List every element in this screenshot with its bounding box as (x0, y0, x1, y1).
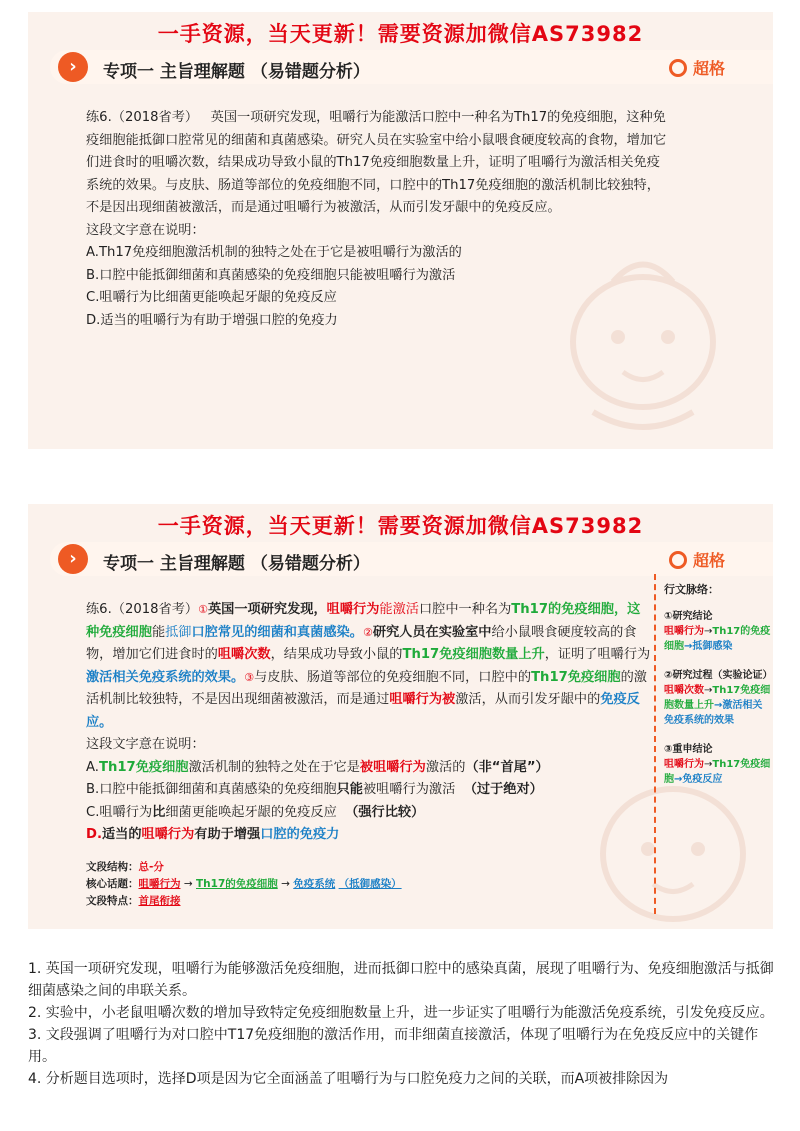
seg: ，结果成功导致小鼠的 (270, 647, 403, 662)
seg: →抵御感染 (684, 641, 733, 652)
logo-g-icon (669, 59, 687, 77)
seg: 这种免疫细胞 (86, 602, 641, 640)
option-a (86, 757, 651, 780)
seg: 有助于增强 (194, 827, 261, 842)
seg: Th17免疫细胞数量上升 (402, 647, 545, 662)
seg: 被咀嚼行为激活 (363, 782, 456, 797)
value: 咀嚼行为 (138, 878, 181, 890)
seg: Th17免疫细胞数量上升 (664, 685, 771, 711)
option-c: C.咀嚼行为比细菌更能唤起牙龈的免疫反应 (86, 290, 337, 305)
passage-summary (86, 859, 402, 910)
seg: 能 (151, 624, 166, 640)
seg: 口腔常见的细菌和真菌感染。 (191, 624, 363, 640)
banner-text: 一手资源，当天更新！需要资源加微信AS73982 (157, 514, 644, 538)
seg: C.咀嚼行为 (86, 804, 153, 820)
question-number: 练6.（2018省考） (86, 602, 199, 617)
label: 核心话题： (86, 878, 139, 890)
seg: 的激活机制比较独特，不是因出现细菌被激活，而是通过 (86, 669, 647, 707)
logo-text: 超格 (692, 551, 725, 570)
seg: 只能 (336, 782, 363, 797)
question-prompt: 这段文字意在说明： (86, 222, 205, 238)
seg: 咀嚼行为被 (389, 692, 456, 707)
header-title: 专项一 主旨理解题 （易错题分析） (103, 554, 370, 574)
arrow: → (704, 759, 713, 770)
logo (669, 56, 725, 79)
side-heading: ①研究结论 (664, 611, 713, 622)
arrow: → (704, 685, 713, 696)
seg: 研究人员在实验室中 (372, 624, 492, 640)
arrow: → (183, 878, 193, 890)
chevron-right-icon: › (58, 544, 88, 574)
seg: 咀嚼行为 (141, 827, 195, 842)
option-c-note: （强行比较） (345, 804, 425, 820)
mark-1: ① (198, 603, 208, 616)
seg: 比 (152, 804, 166, 820)
note-item: 2. 实验中，小老鼠咀嚼次数的增加导致特定免疫细胞数量上升，进一步证实了咀嚼行为能激活免疫系统，引发免疫反应。 (28, 1005, 774, 1021)
summary-structure (86, 859, 402, 876)
seg: 口腔的免疫力 (260, 827, 340, 842)
side-item-3 (664, 742, 772, 787)
summary-feature (86, 893, 402, 910)
seg: 与皮肤、肠道等部位的免疫细胞不同，口腔中的 (254, 669, 532, 685)
seg: 细菌更能唤起牙龈的免疫反应 (165, 804, 337, 820)
side-body (664, 757, 772, 787)
seg: →激活相关免疫系统的效果 (664, 700, 763, 726)
seg: D. (86, 827, 102, 842)
value: Th17的免疫细胞 (196, 878, 278, 890)
note-item: 3. 文段强调了咀嚼行为对口腔中T17免疫细胞的激活作用，而非细菌直接激活，体现了咀嚼行为在免疫反应中的关键作用。 (28, 1027, 759, 1065)
value: 免疫系统 (293, 878, 336, 890)
seg: 给小鼠喂食硬度较高的食物，增加它们进食时的 (86, 624, 637, 662)
annotated-text (86, 599, 651, 734)
passage-text (86, 107, 671, 220)
question-prompt: 这段文字意在说明： (86, 737, 205, 752)
value: 总-分 (138, 861, 164, 873)
seg: B.口腔中能抵御细菌和真菌感染的免疫细胞 (86, 782, 337, 797)
side-title: 行文脉络： (664, 583, 719, 596)
option-d (86, 824, 651, 847)
arrow: → (281, 878, 290, 890)
seg: 激活机制的独特之处在于它是 (188, 759, 360, 775)
seg: 咀嚼行为 (664, 759, 704, 770)
logo-text: 超格 (692, 59, 725, 78)
seg: Th17的免疫细胞 (664, 626, 771, 652)
value: （抵御感染） (338, 878, 402, 890)
chevron-right-icon: › (58, 52, 88, 82)
label: 文段结构： (86, 861, 139, 873)
option-a: A.Th17免疫细胞激活机制的独特之处在于它是被咀嚼行为激活的 (86, 245, 462, 260)
label: 文段特点： (86, 895, 139, 907)
arrow: → (704, 626, 713, 637)
seg: 咀嚼次数 (217, 647, 271, 662)
seg: 适当的 (101, 827, 142, 842)
logo (669, 548, 725, 571)
analysis-notes (28, 958, 778, 1090)
seg: 被咀嚼行为 (359, 759, 426, 775)
slide-annotated (28, 504, 773, 929)
note-item: 1. 英国一项研究发现，咀嚼行为能够激活免疫细胞，进而抵御口腔中的感染真菌，展现了咀嚼行为、免疫细胞激活与抵御细菌感染之间的串联关系。 (28, 961, 774, 999)
seg: →免疫反应 (674, 774, 723, 785)
seg: A. (86, 759, 99, 775)
side-heading: ②研究过程（实验论证） (664, 670, 773, 681)
question-passage (86, 107, 671, 332)
side-item-1 (664, 609, 772, 654)
seg: 能激活 (379, 602, 419, 617)
seg: 激活的 (425, 759, 466, 775)
seg: 咀嚼行为 (326, 602, 380, 617)
slide-plain (28, 12, 773, 449)
option-d: D.适当的咀嚼行为有助于增强口腔的免疫力 (86, 312, 338, 328)
note-item: 4. 分析题目选项时，选择D项是因为它全面涵盖了咀嚼行为与口腔免疫力之间的关联，而A项被排除因为 (28, 1071, 669, 1087)
seg: Th17免疫细胞 (531, 669, 621, 685)
seg: Th17的免疫细胞， (511, 602, 628, 617)
side-panel-outline (654, 574, 772, 914)
seg: Th17免疫细胞 (98, 759, 189, 775)
seg: 咀嚼次数 (664, 685, 704, 696)
seg: 口腔中一种名为 (418, 602, 512, 617)
seg: ，证明了咀嚼行为 (544, 647, 651, 662)
seg: 咀嚼行为 (664, 626, 704, 637)
passage-body: 英国一项研究发现，咀嚼行为能激活口腔中一种名为Th17的免疫细胞，这种免疫细胞能抵御口腔常见的细菌和真菌感染。研究人员在实验室中给小鼠喂食硬度较高的食物，增加它们进食时的咀嚼次数，结果成功导致小鼠的Th17免疫细胞数量上升，证明了咀嚼行为激活相关免疫系统的效果。与皮肤、肠道等部位的免疫细胞不同，口腔中的Th17免疫细胞的激活机制比较独特，不是因出现细菌被激活，而是通过咀嚼行为被激活，从而引发牙龈中的免疫反应。 (86, 110, 667, 215)
header-title: 专项一 主旨理解题 （易错题分析） (103, 62, 370, 82)
logo-g-icon (669, 551, 687, 569)
seg: 激活相关免疫系统的效果。 (86, 669, 245, 685)
seg: 免疫反应。 (86, 692, 640, 730)
seg: 英国一项研究发现， (207, 602, 327, 617)
value: 首尾衔接 (138, 895, 181, 907)
side-item-2 (664, 668, 772, 728)
question-number: 练6.（2018省考） (86, 110, 199, 125)
option-b: B.口腔中能抵御细菌和真菌感染的免疫细胞只能被咀嚼行为激活 (86, 267, 456, 283)
seg: 抵御 (165, 624, 192, 640)
option-b (86, 779, 651, 802)
side-body (664, 624, 772, 654)
mark-3: ③ (244, 670, 255, 684)
seg: 激活，从而引发牙龈中的 (455, 692, 601, 707)
summary-topic (86, 876, 402, 893)
option-c (86, 802, 651, 825)
mark-2: ② (362, 625, 373, 639)
side-heading: ③重申结论 (664, 744, 713, 755)
option-b-note: （过于绝对） (463, 782, 543, 797)
side-body (664, 683, 772, 728)
seg: Th17免疫细胞 (664, 759, 771, 785)
option-a-note: （非“首尾”） (465, 759, 549, 775)
annotated-passage (86, 599, 651, 847)
banner-text: 一手资源，当天更新！需要资源加微信AS73982 (157, 22, 644, 46)
